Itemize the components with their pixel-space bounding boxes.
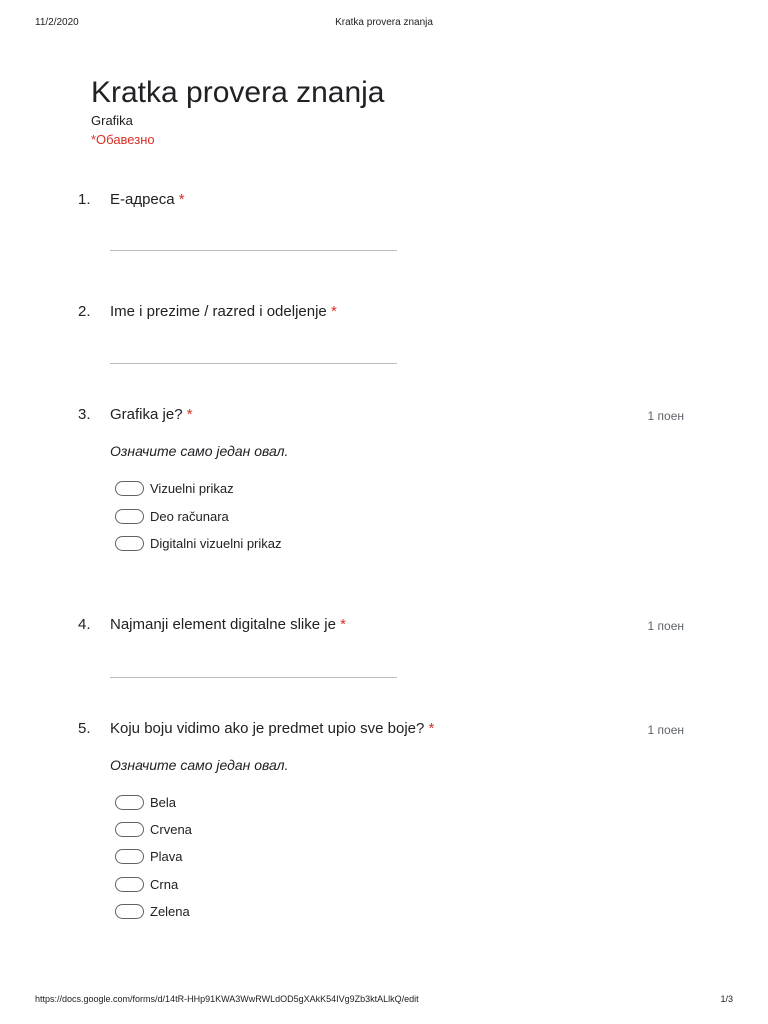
question-label: Najmanji element digitalne slike je: [110, 616, 336, 633]
radio-oval[interactable]: [115, 536, 144, 551]
required-asterisk: *: [340, 616, 346, 633]
points-label: 1 поен: [647, 723, 684, 737]
option-label: Vizuelni prikaz: [150, 481, 234, 496]
question-text: [110, 406, 193, 423]
question-number: 5.: [78, 720, 91, 737]
question-label: Koju boju vidimo ako je predmet upio sve boje?: [110, 720, 425, 737]
radio-oval[interactable]: [115, 877, 144, 892]
print-header: [35, 17, 733, 31]
option-label: Digitalni vizuelni prikaz: [150, 536, 282, 551]
question-text: [110, 616, 346, 633]
question-number: 1.: [78, 191, 91, 208]
option-bela[interactable]: [115, 794, 176, 811]
question-text: [110, 720, 434, 737]
print-title: Kratka provera znanja: [335, 17, 433, 28]
option-label: Deo računara: [150, 509, 229, 524]
radio-oval[interactable]: [115, 481, 144, 496]
required-note: *Обавезно: [91, 132, 155, 147]
print-footer: [35, 994, 733, 1008]
option-crna[interactable]: [115, 876, 178, 893]
option-plava[interactable]: [115, 848, 183, 865]
answer-line[interactable]: [110, 363, 397, 364]
points-label: 1 поен: [647, 409, 684, 423]
question-label: Ime i prezime / razred i odeljenje: [110, 303, 327, 320]
option-label: Crna: [150, 877, 179, 892]
print-url: https://docs.google.com/forms/d/14tR-HHp91KWA3WwRWLdOD5gXAkK54IVg9Zb3ktALlkQ/edit: [35, 994, 419, 1004]
required-asterisk: *: [186, 406, 193, 423]
required-asterisk: *: [428, 720, 435, 737]
instruction-text: Означите само један овал.: [110, 443, 289, 459]
option-crvena[interactable]: [115, 821, 192, 838]
question-number: 2.: [78, 303, 91, 320]
option-digitalni-vizuelni-prikaz[interactable]: [115, 535, 282, 552]
form-title: Kratka provera znanja: [91, 76, 385, 109]
radio-oval[interactable]: [115, 509, 144, 524]
print-date: 11/2/2020: [35, 17, 79, 28]
option-vizuelni-prikaz[interactable]: [115, 480, 234, 497]
question-number: 4.: [78, 616, 91, 633]
radio-oval[interactable]: [115, 795, 144, 810]
option-label: Crvena: [150, 822, 192, 837]
option-deo-racunara[interactable]: [115, 508, 229, 525]
question-label: Grafika je?: [110, 406, 183, 423]
page-number: 1/3: [720, 994, 733, 1004]
instruction-text: Означите само један овал.: [110, 757, 289, 773]
option-label: Bela: [150, 795, 177, 810]
question-text: [110, 303, 337, 320]
form-description: Grafika: [91, 113, 133, 128]
answer-line[interactable]: [110, 677, 397, 678]
option-label: Plava: [150, 849, 183, 864]
option-zelena[interactable]: [115, 903, 190, 920]
question-number: 3.: [78, 406, 91, 423]
radio-oval[interactable]: [115, 822, 144, 837]
question-label: Е-адреса: [110, 191, 175, 208]
radio-oval[interactable]: [115, 849, 144, 864]
radio-oval[interactable]: [115, 904, 144, 919]
points-label: 1 поен: [647, 619, 684, 633]
answer-line[interactable]: [110, 250, 397, 251]
required-asterisk: *: [330, 303, 337, 320]
required-asterisk: *: [178, 191, 185, 208]
option-label: Zelena: [150, 904, 190, 919]
question-text: [110, 191, 185, 208]
